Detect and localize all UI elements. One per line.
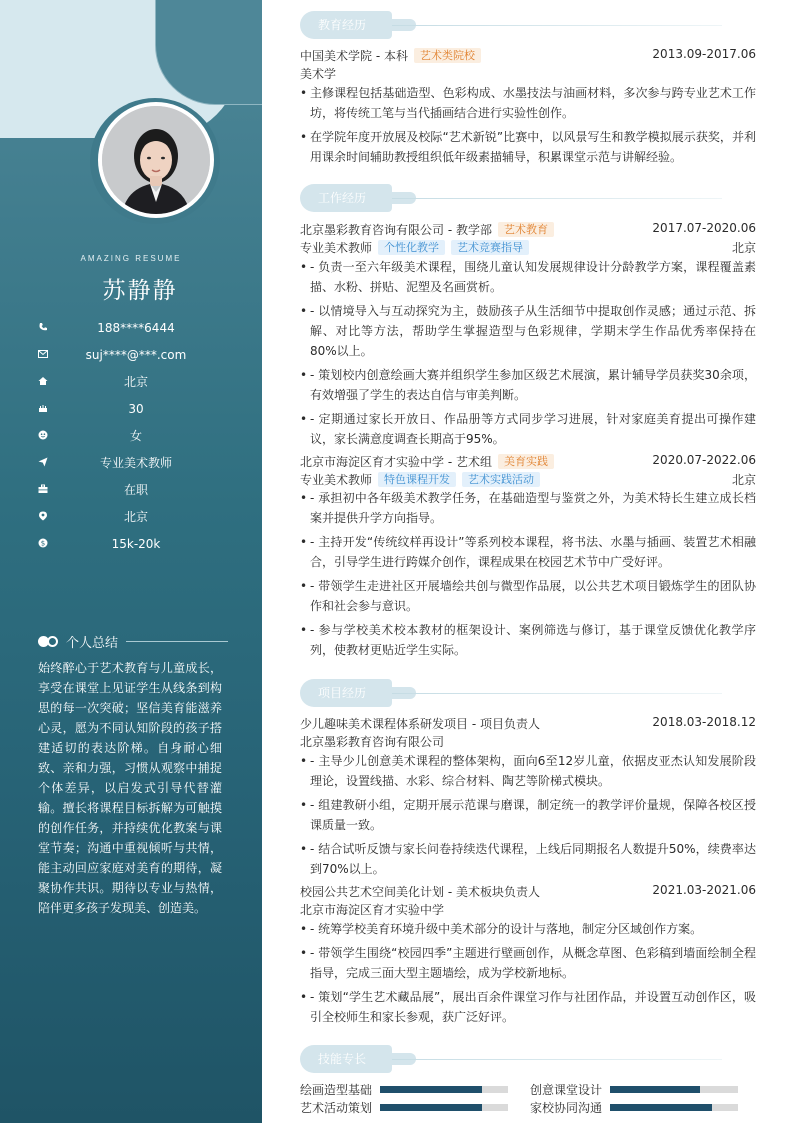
phone-icon — [36, 320, 50, 334]
info-location — [36, 503, 236, 530]
project-bullets — [300, 751, 756, 883]
age-text: 30 — [128, 401, 144, 416]
salary-text: 15k-20k — [111, 536, 161, 551]
skill-name: 绘画造型基础 — [300, 1083, 373, 1097]
work-entry-title — [300, 221, 758, 238]
work-role-row — [300, 471, 758, 488]
section-title: 项目经历 — [300, 679, 392, 707]
skill-item — [300, 1081, 508, 1098]
org-text: 北京市海淀区育才实验中学 — [300, 903, 445, 917]
school-tag: 艺术类院校 — [414, 48, 481, 63]
company-name: 北京市海淀区育才实验中学 - 艺术组 — [300, 455, 492, 469]
summary-title: 个人总结 — [66, 635, 119, 651]
section-title: 教育经历 — [300, 11, 392, 39]
list-item: • - 承担初中各年级美术教学任务，在基础造型与鉴赏之外，为美术特长生建立成长档案并提供升学方向指导。 — [300, 488, 756, 528]
email-text: suj****@***.com — [85, 347, 187, 362]
project-date: 2018.03-2018.12 — [652, 715, 756, 729]
info-salary — [36, 530, 236, 557]
svg-text:$: $ — [40, 539, 46, 548]
skill-bar — [380, 1086, 508, 1093]
divider — [392, 1059, 722, 1060]
work-entry-title — [300, 453, 758, 470]
skill-fill — [380, 1104, 482, 1111]
work-bullets — [300, 257, 756, 453]
section-skills-heading — [300, 1045, 758, 1073]
project-name: 少儿趣味美术课程体系研发项目 - 项目负责人 — [300, 717, 540, 731]
home-icon — [36, 374, 50, 388]
list-item: • - 统筹学校美育环境升级中美术部分的设计与落地，制定分区域创作方案。 — [300, 919, 756, 939]
education-bullets — [300, 83, 756, 171]
gender-text: 女 — [129, 429, 142, 443]
summary-text: 始终醉心于艺术教育与儿童成长，享受在课堂上见证学生从线条到构思的每一次突破；坚信美育能滋养心灵，愿为不同认知阶段的孩子搭建适切的表达阶梯。自身耐心细致、亲和力强，习惯从观察中捕捉个体差异，以启发式引导代替灌输。擅长将课程目标拆解为可触摸的创作任务，并持续优化教案与课堂节奏；沟通中重视倾听与共情，能主动回应家庭对美育的期待，凝聚协作共识。期待以专业与热情，陪伴更多孩子发现美、创造美。 — [38, 661, 222, 915]
list-item: • - 定期通过家长开放日、作品册等方式同步学习进展，针对家庭美育提出可操作建议，家长满意度调查长期高于95%。 — [300, 409, 756, 449]
work-date: 2020.07-2022.06 — [652, 453, 756, 467]
info-home — [36, 368, 236, 395]
list-item: • 主修课程包括基础造型、色彩构成、水墨技法与油画材料，多次参与跨专业艺术工作坊，将传统工笔与当代插画结合进行实验性创作。 — [300, 83, 756, 123]
main-content — [300, 0, 758, 1123]
candidate-name: 苏静静 — [102, 278, 178, 304]
status-text: 在职 — [123, 483, 148, 497]
avatar — [98, 102, 214, 218]
list-item: • - 组建教研小组，定期开展示范课与磨课，制定统一的教学评价量规，保障各校区授课质量一致。 — [300, 795, 756, 835]
sidebar — [0, 0, 262, 1123]
info-position — [36, 449, 236, 476]
list-item: • - 策划校内创意绘画大赛并组织学生参加区级艺术展演，累计辅导学员获奖30余项，有效增强了学生的表达自信与审美判断。 — [300, 365, 756, 405]
role-tag: 艺术实践活动 — [462, 472, 540, 487]
skill-fill — [380, 1086, 482, 1093]
skill-item — [530, 1099, 738, 1116]
skill-name: 艺术活动策划 — [300, 1101, 373, 1115]
info-age — [36, 395, 236, 422]
school-name: 中国美术学院 - 本科 — [300, 49, 408, 63]
role-text: 专业美术教师 — [300, 473, 373, 487]
company-name: 北京墨彩教育咨询有限公司 - 教学部 — [300, 223, 492, 237]
location-pin-icon — [36, 509, 50, 523]
list-item: • - 负责一至六年级美术课程，围绕儿童认知发展规律设计分龄教学方案，课程覆盖素描、水粉、拼贴、泥塑及名画赏析。 — [300, 257, 756, 297]
list-item: • - 主持开发“传统纹样再设计”等系列校本课程，将书法、水墨与插画、装置艺术相融合，引导学生进行跨媒介创作，课程成果在校园艺术节中广受好评。 — [300, 532, 756, 572]
skill-fill — [610, 1086, 700, 1093]
company-tag: 艺术教育 — [498, 222, 554, 237]
education-entry-title — [300, 47, 758, 64]
skill-bar — [610, 1104, 738, 1111]
role-tag: 艺术竞赛指导 — [451, 240, 529, 255]
skill-item — [300, 1099, 508, 1116]
divider — [126, 641, 228, 642]
divider — [392, 198, 722, 199]
mail-icon — [36, 347, 50, 361]
send-icon — [36, 455, 50, 469]
toggle-dots-icon — [38, 635, 60, 647]
project-entry-title — [300, 715, 758, 732]
divider — [392, 693, 722, 694]
skill-fill — [610, 1104, 712, 1111]
list-item: • - 以情境导入与互动探究为主，鼓励孩子从生活细节中提取创作灵感；通过示范、拆解、对比等方法，帮助学生掌握造型与色彩规律，学期末学生作品优秀率保持在80%以上。 — [300, 301, 756, 361]
money-icon — [36, 536, 50, 550]
list-item: • - 策划“学生艺术藏品展”，展出百余件课堂习作与社团作品，并设置互动创作区，吸引全校师生和家长参观，获广泛好评。 — [300, 987, 756, 1027]
section-projects-heading — [300, 679, 758, 707]
info-phone — [36, 314, 236, 341]
org-text: 北京墨彩教育咨询有限公司 — [300, 735, 445, 749]
role-tag: 特色课程开发 — [378, 472, 456, 487]
briefcase-icon — [36, 482, 50, 496]
list-item: • - 带领学生走进社区开展墙绘共创与微型作品展，以公共艺术项目锻炼学生的团队协作和社会参与意识。 — [300, 576, 756, 616]
project-entry-title — [300, 883, 758, 900]
position-text: 专业美术教师 — [99, 456, 172, 470]
hometown-text: 北京 — [123, 375, 148, 389]
section-education-heading — [300, 11, 758, 39]
cake-icon — [36, 401, 50, 415]
work-date: 2017.07-2020.06 — [652, 221, 756, 235]
skill-name: 创意课堂设计 — [530, 1083, 603, 1097]
work-location: 北京 — [731, 241, 756, 255]
skill-bar — [380, 1104, 508, 1111]
education-major — [300, 65, 758, 82]
role-text: 专业美术教师 — [300, 241, 373, 255]
section-work-heading — [300, 184, 758, 212]
company-tag: 美育实践 — [498, 454, 554, 469]
project-name: 校园公共艺术空间美化计划 - 美术板块负责人 — [300, 885, 540, 899]
project-date: 2021.03-2021.06 — [652, 883, 756, 897]
divider — [392, 25, 722, 26]
role-tag: 个性化教学 — [378, 240, 445, 255]
major-text: 美术学 — [300, 67, 337, 81]
project-bullets — [300, 919, 756, 1031]
work-location: 北京 — [731, 473, 756, 487]
work-bullets — [300, 488, 756, 664]
gender-icon — [36, 428, 50, 442]
phone-text: 188****6444 — [97, 320, 175, 335]
info-status — [36, 476, 236, 503]
list-item: • - 主导少儿创意美术课程的整体架构，面向6至12岁儿童，依据皮亚杰认知发展阶段理论，设置线描、水彩、综合材料、陶艺等阶梯式模块。 — [300, 751, 756, 791]
contact-info-list — [36, 314, 236, 557]
skill-name: 家校协同沟通 — [530, 1101, 603, 1115]
location-text: 北京 — [123, 510, 148, 524]
info-gender — [36, 422, 236, 449]
education-date: 2013.09-2017.06 — [652, 47, 756, 61]
list-item: • - 结合试听反馈与家长问卷持续迭代课程，上线后同期报名人数提升50%，续费率达到70%以上。 — [300, 839, 756, 879]
section-title: 技能专长 — [300, 1045, 392, 1073]
skill-bar — [610, 1086, 738, 1093]
list-item: • - 参与学校美术校本教材的框架设计、案例筛选与修订，基于课堂反馈优化教学序列，使教材更贴近学生实际。 — [300, 620, 756, 660]
project-org — [300, 733, 758, 750]
info-email — [36, 341, 236, 368]
section-title: 工作经历 — [300, 184, 392, 212]
work-role-row — [300, 239, 758, 256]
list-item: • 在学院年度开放展及校际“艺术新锐”比赛中，以风景写生和教学模拟展示获奖，并利用课余时间辅助教授组织低年级素描辅导，积累课堂示范与讲解经验。 — [300, 127, 756, 167]
list-item: • - 带领学生围绕“校园四季”主题进行壁画创作，从概念草图、色彩稿到墙面绘制全程指导，完成三面大型主题墙绘，成为学校新地标。 — [300, 943, 756, 983]
portrait-photo — [102, 106, 210, 214]
summary-heading — [38, 632, 228, 650]
tagline: AMAZING RESUME — [80, 254, 182, 263]
project-org — [300, 901, 758, 918]
skill-item — [530, 1081, 738, 1098]
